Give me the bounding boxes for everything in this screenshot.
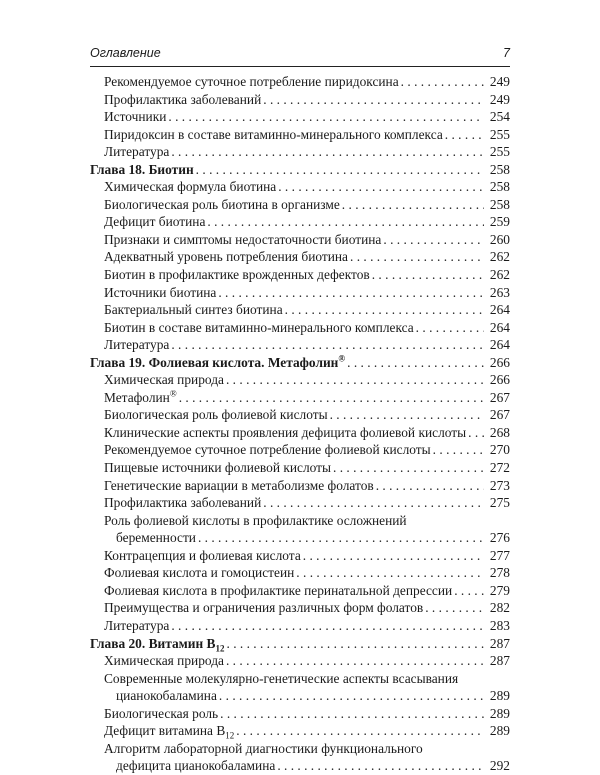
dot-leader: [236, 722, 484, 740]
toc-entry-page: 263: [489, 284, 510, 300]
header-rule: [90, 66, 510, 67]
toc-entry-page: 267: [489, 407, 510, 423]
dot-leader: [454, 582, 484, 600]
toc-entry-title: Химическая природа: [104, 372, 224, 388]
toc-entry-title: Дефицит биотина: [104, 214, 206, 230]
toc-entry-page: 266: [489, 372, 510, 388]
dot-leader: [196, 161, 484, 179]
dot-leader: [296, 564, 484, 582]
dot-leader: [171, 617, 484, 635]
toc-entry-title: Клинические аспекты проявления дефицита фолиевой кислоты: [104, 424, 467, 440]
table-of-contents: [90, 73, 510, 775]
dot-leader: [468, 424, 484, 442]
toc-entry[interactable]: [90, 91, 510, 109]
dot-leader: [198, 529, 484, 547]
dot-leader: [383, 231, 484, 249]
toc-entry[interactable]: [90, 459, 510, 477]
dot-leader: [303, 547, 484, 565]
toc-entry-page: 279: [489, 582, 510, 598]
toc-entry-title: беременности: [116, 530, 196, 546]
toc-entry[interactable]: [90, 284, 510, 302]
toc-entry[interactable]: [90, 389, 510, 407]
toc-entry-title: Преимущества и ограничения различных форм фолатов: [104, 600, 424, 616]
toc-entry-title: Пиридоксин в составе витаминно-минерального комплекса: [104, 126, 443, 142]
toc-entry[interactable]: [90, 722, 510, 740]
dot-leader: [285, 301, 484, 319]
toc-entry-page: 289: [489, 723, 510, 739]
toc-entry-title: Дефицит витамина $B_{12}$: [104, 723, 235, 740]
toc-entry[interactable]: [90, 494, 510, 512]
section-title: Оглавление: [90, 46, 161, 60]
toc-entry-page: 264: [489, 337, 510, 353]
dot-leader: [171, 143, 484, 161]
toc-entry-title: Литература: [104, 144, 170, 160]
toc-entry-title: Литература: [104, 617, 170, 633]
toc-entry-page: 259: [489, 214, 510, 230]
toc-entry[interactable]: [90, 477, 510, 495]
toc-entry[interactable]: [90, 248, 510, 266]
toc-entry[interactable]: [90, 617, 510, 635]
toc-entry-title: Генетические вариации в метаболизме фолатов: [104, 477, 374, 493]
toc-entry[interactable]: [90, 705, 510, 723]
toc-entry-page: 266: [489, 354, 510, 370]
toc-entry-page: 249: [489, 74, 510, 89]
toc-entry-page: 262: [489, 249, 510, 265]
toc-entry[interactable]: [90, 126, 510, 144]
toc-entry-page: 268: [489, 424, 510, 440]
dot-leader: [219, 687, 484, 705]
toc-entry-page: 287: [489, 635, 510, 651]
toc-entry[interactable]: [90, 529, 510, 547]
toc-entry-title: Химическая природа: [104, 653, 224, 669]
dot-leader: [218, 284, 484, 302]
toc-entry-title: Метафолин®: [104, 388, 177, 405]
toc-entry-page: 287: [489, 653, 510, 669]
toc-entry-text-line: Роль фолиевой кислоты в профилактике осложнений: [104, 512, 407, 528]
toc-entry-page: 255: [489, 144, 510, 160]
toc-entry[interactable]: [90, 319, 510, 337]
dot-leader: [433, 441, 484, 459]
toc-entry-page: 282: [489, 600, 510, 616]
toc-entry[interactable]: [90, 652, 510, 670]
toc-entry-title: Биологическая роль фолиевой кислоты: [104, 407, 328, 423]
toc-entry-title: Биотин в составе витаминно-минерального комплекса: [104, 319, 414, 335]
dot-leader: [333, 459, 484, 477]
dot-leader: [445, 126, 484, 144]
toc-entry-page: 264: [489, 302, 510, 318]
dot-leader: [207, 213, 484, 231]
dot-leader: [179, 389, 484, 407]
toc-entry-page: 273: [489, 477, 510, 493]
toc-entry-title: Биологическая роль: [104, 705, 219, 721]
toc-entry[interactable]: [90, 143, 510, 161]
toc-entry-page: 292: [489, 758, 510, 774]
toc-entry-text-line: Современные молекулярно-генетические аспекты всасывания: [104, 670, 459, 686]
toc-entry[interactable]: [90, 441, 510, 459]
toc-entry-title: Химическая формула биотина: [104, 179, 277, 195]
toc-entry[interactable]: [90, 301, 510, 319]
dot-leader: [425, 599, 484, 617]
toc-entry[interactable]: [90, 73, 510, 91]
toc-entry[interactable]: [90, 213, 510, 231]
dot-leader: [277, 757, 484, 775]
toc-entry-page: 278: [489, 565, 510, 581]
toc-entry[interactable]: [90, 371, 510, 389]
toc-entry-title: Литература: [104, 337, 170, 353]
toc-entry-title: Профилактика заболеваний: [104, 91, 262, 107]
toc-entry-title: Глава 19. Фолиевая кислота. Метафолин®: [90, 353, 346, 370]
dot-leader: [330, 406, 484, 424]
toc-entry-title: Бактериальный синтез биотина: [104, 302, 283, 318]
dot-leader: [342, 196, 484, 214]
toc-entry-title: Рекомендуемое суточное потребление пиридоксина: [104, 74, 399, 89]
toc-entry[interactable]: [90, 178, 510, 196]
toc-entry[interactable]: [90, 547, 510, 565]
toc-entry-page: 249: [489, 91, 510, 107]
toc-entry-page: 275: [489, 495, 510, 511]
toc-entry[interactable]: [90, 582, 510, 600]
dot-leader: [263, 494, 484, 512]
toc-entry[interactable]: [90, 196, 510, 214]
toc-entry-title: Биологическая роль биотина в организме: [104, 196, 340, 212]
running-header: [90, 44, 510, 64]
toc-entry-title: дефицита цианокобаламина: [116, 758, 276, 774]
toc-entry-page: 276: [489, 530, 510, 546]
dot-leader: [171, 336, 484, 354]
toc-entry[interactable]: [90, 757, 510, 775]
toc-entry[interactable]: [90, 564, 510, 582]
dot-leader: [278, 178, 484, 196]
toc-entry[interactable]: [90, 424, 510, 442]
page-number: 7: [503, 46, 510, 60]
dot-leader: [227, 635, 485, 653]
dot-leader: [401, 73, 484, 91]
toc-entry[interactable]: [90, 336, 510, 354]
toc-entry-page: 262: [489, 267, 510, 283]
toc-entry-text-line: Алгоритм лабораторной диагностики функционального: [104, 740, 423, 756]
dot-leader: [350, 248, 484, 266]
dot-leader: [416, 319, 484, 337]
toc-chapter-entry[interactable]: [90, 161, 510, 179]
dot-leader: [226, 652, 484, 670]
toc-entry-title: цианокобаламина: [116, 688, 217, 704]
toc-entry-page: 255: [489, 126, 510, 142]
toc-entry-page: 264: [489, 319, 510, 335]
toc-entry-page: 272: [489, 460, 510, 476]
toc-entry-title: Признаки и симптомы недостаточности биотина: [104, 231, 382, 247]
toc-entry-title: Биотин в профилактике врожденных дефектов: [104, 267, 370, 283]
toc-entry-title: Адекватный уровень потребления биотина: [104, 249, 349, 265]
dot-leader: [168, 108, 484, 126]
dot-leader: [226, 371, 484, 389]
toc-entry[interactable]: [90, 266, 510, 284]
toc-entry-title: Фолиевая кислота и гомоцистеин: [104, 565, 295, 581]
toc-entry-page: 277: [489, 547, 510, 563]
toc-entry-page: 267: [489, 389, 510, 405]
toc-entry-title: Контрацепция и фолиевая кислота: [104, 547, 301, 563]
toc-chapter-entry[interactable]: [90, 635, 510, 653]
toc-entry-page: 289: [489, 705, 510, 721]
toc-entry-title: Фолиевая кислота в профилактике перинатальной депрессии: [104, 582, 453, 598]
toc-entry-title: Источники биотина: [104, 284, 217, 300]
toc-entry-page: 254: [489, 109, 510, 125]
toc-entry[interactable]: [90, 687, 510, 705]
toc-entry[interactable]: [90, 406, 510, 424]
toc-entry-title: Глава 18. Биотин: [90, 161, 194, 177]
toc-entry-title: Рекомендуемое суточное потребление фолиевой кислоты: [104, 442, 431, 458]
toc-entry-page: 258: [489, 179, 510, 195]
toc-entry[interactable]: [90, 231, 510, 249]
toc-entry-title: Источники: [104, 109, 167, 125]
toc-entry[interactable]: [90, 599, 510, 617]
toc-entry-page: 289: [489, 688, 510, 704]
toc-entry-page: 258: [489, 196, 510, 212]
dot-leader: [347, 354, 484, 372]
dot-leader: [372, 266, 484, 284]
toc-entry-page: 258: [489, 161, 510, 177]
dot-leader: [220, 705, 484, 723]
toc-entry[interactable]: [90, 108, 510, 126]
dot-leader: [376, 477, 484, 495]
toc-entry-page: 260: [489, 231, 510, 247]
toc-chapter-entry[interactable]: [90, 354, 510, 372]
toc-entry-title: Глава 20. Витамин $B_{12}$: [90, 635, 225, 653]
toc-entry-title: Профилактика заболеваний: [104, 495, 262, 511]
dot-leader: [263, 91, 484, 109]
toc-entry-title: Пищевые источники фолиевой кислоты: [104, 460, 332, 476]
toc-entry-page: 270: [489, 442, 510, 458]
toc-entry-page: 283: [489, 617, 510, 633]
